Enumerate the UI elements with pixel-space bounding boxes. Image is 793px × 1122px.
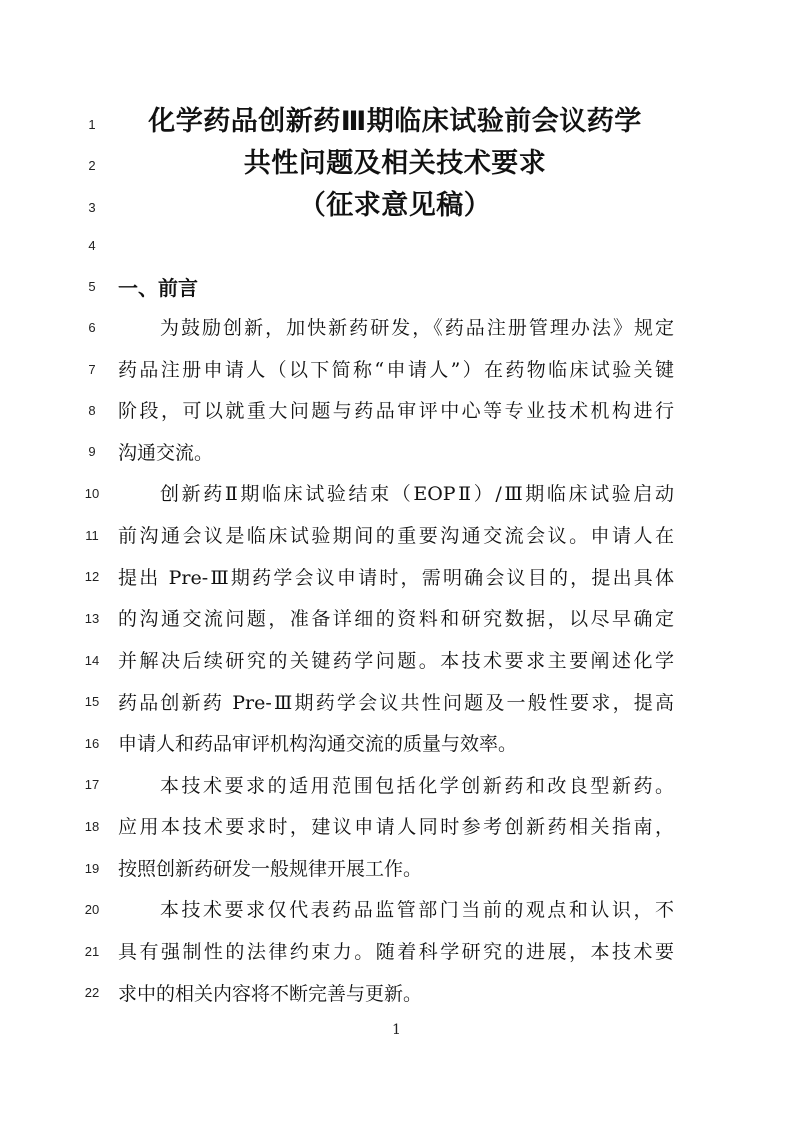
line-number: 17 bbox=[84, 777, 100, 792]
paragraph-line: 的沟通交流问题，准备详细的资料和研究数据，以尽早确定 bbox=[118, 608, 674, 630]
section-heading: 一、前言 bbox=[118, 276, 198, 300]
line-number: 18 bbox=[84, 819, 100, 834]
paragraph-line: 本技术要求的适用范围包括化学创新药和改良型新药。 bbox=[160, 775, 674, 797]
paragraph-line: 前沟通会议是临床试验期间的重要沟通交流会议。申请人在 bbox=[118, 525, 674, 547]
document-title-line-2: 共性问题及相关技术要求 bbox=[243, 148, 547, 179]
line-number: 2 bbox=[88, 158, 96, 173]
line-number: 20 bbox=[84, 902, 100, 917]
page-number: 1 bbox=[392, 1022, 401, 1038]
paragraph-line: 具有强制性的法律约束力。随着科学研究的进展，本技术要 bbox=[118, 941, 674, 963]
document-subtitle: （征求意见稿） bbox=[298, 190, 492, 221]
paragraph-line: 创新药Ⅱ期临床试验结束（EOPⅡ）/Ⅲ期临床试验启动 bbox=[160, 483, 674, 505]
paragraph-line: 药品创新药 Pre-Ⅲ期药学会议共性问题及一般性要求，提高 bbox=[118, 692, 674, 714]
line-number: 21 bbox=[84, 944, 100, 959]
paragraph-line: 沟通交流。 bbox=[118, 442, 214, 464]
line-number: 11 bbox=[85, 528, 99, 543]
line-number: 19 bbox=[84, 861, 100, 876]
line-number: 22 bbox=[84, 985, 100, 1000]
line-number: 13 bbox=[84, 611, 100, 626]
line-number: 10 bbox=[84, 486, 100, 501]
paragraph-line: 本技术要求仅代表药品监管部门当前的观点和认识，不 bbox=[160, 899, 674, 921]
line-number: 3 bbox=[88, 200, 96, 215]
paragraph-line: 应用本技术要求时，建议申请人同时参考创新药相关指南， bbox=[118, 816, 674, 838]
line-number: 7 bbox=[88, 362, 96, 377]
line-number: 4 bbox=[88, 238, 96, 253]
paragraph-line: 按照创新药研发一般规律开展工作。 bbox=[118, 858, 423, 880]
paragraph-line: 药品注册申请人（以下简称“申请人”）在药物临床试验关键 bbox=[118, 359, 674, 381]
line-number: 12 bbox=[84, 569, 100, 584]
line-number: 1 bbox=[88, 117, 96, 132]
paragraph-line: 为鼓励创新，加快新药研发，《药品注册管理办法》规定 bbox=[160, 317, 674, 339]
line-number: 14 bbox=[84, 653, 100, 668]
paragraph-line: 阶段，可以就重大问题与药品审评中心等专业技术机构进行 bbox=[118, 400, 674, 422]
line-number: 6 bbox=[88, 320, 96, 335]
line-number: 8 bbox=[88, 403, 96, 418]
paragraph-line: 并解决后续研究的关键药学问题。本技术要求主要阐述化学 bbox=[118, 650, 674, 672]
line-number: 15 bbox=[84, 694, 100, 709]
document-title-line-1: 化学药品创新药Ⅲ期临床试验前会议药学 bbox=[148, 106, 642, 137]
line-number: 5 bbox=[88, 279, 96, 294]
paragraph-line: 求中的相关内容将不断完善与更新。 bbox=[118, 983, 423, 1005]
paragraph-line: 申请人和药品审评机构沟通交流的质量与效率。 bbox=[118, 733, 518, 755]
paragraph-line: 提出 Pre-Ⅲ期药学会议申请时，需明确会议目的，提出具体 bbox=[118, 567, 674, 589]
line-number: 16 bbox=[84, 736, 100, 751]
line-number: 9 bbox=[88, 444, 96, 459]
